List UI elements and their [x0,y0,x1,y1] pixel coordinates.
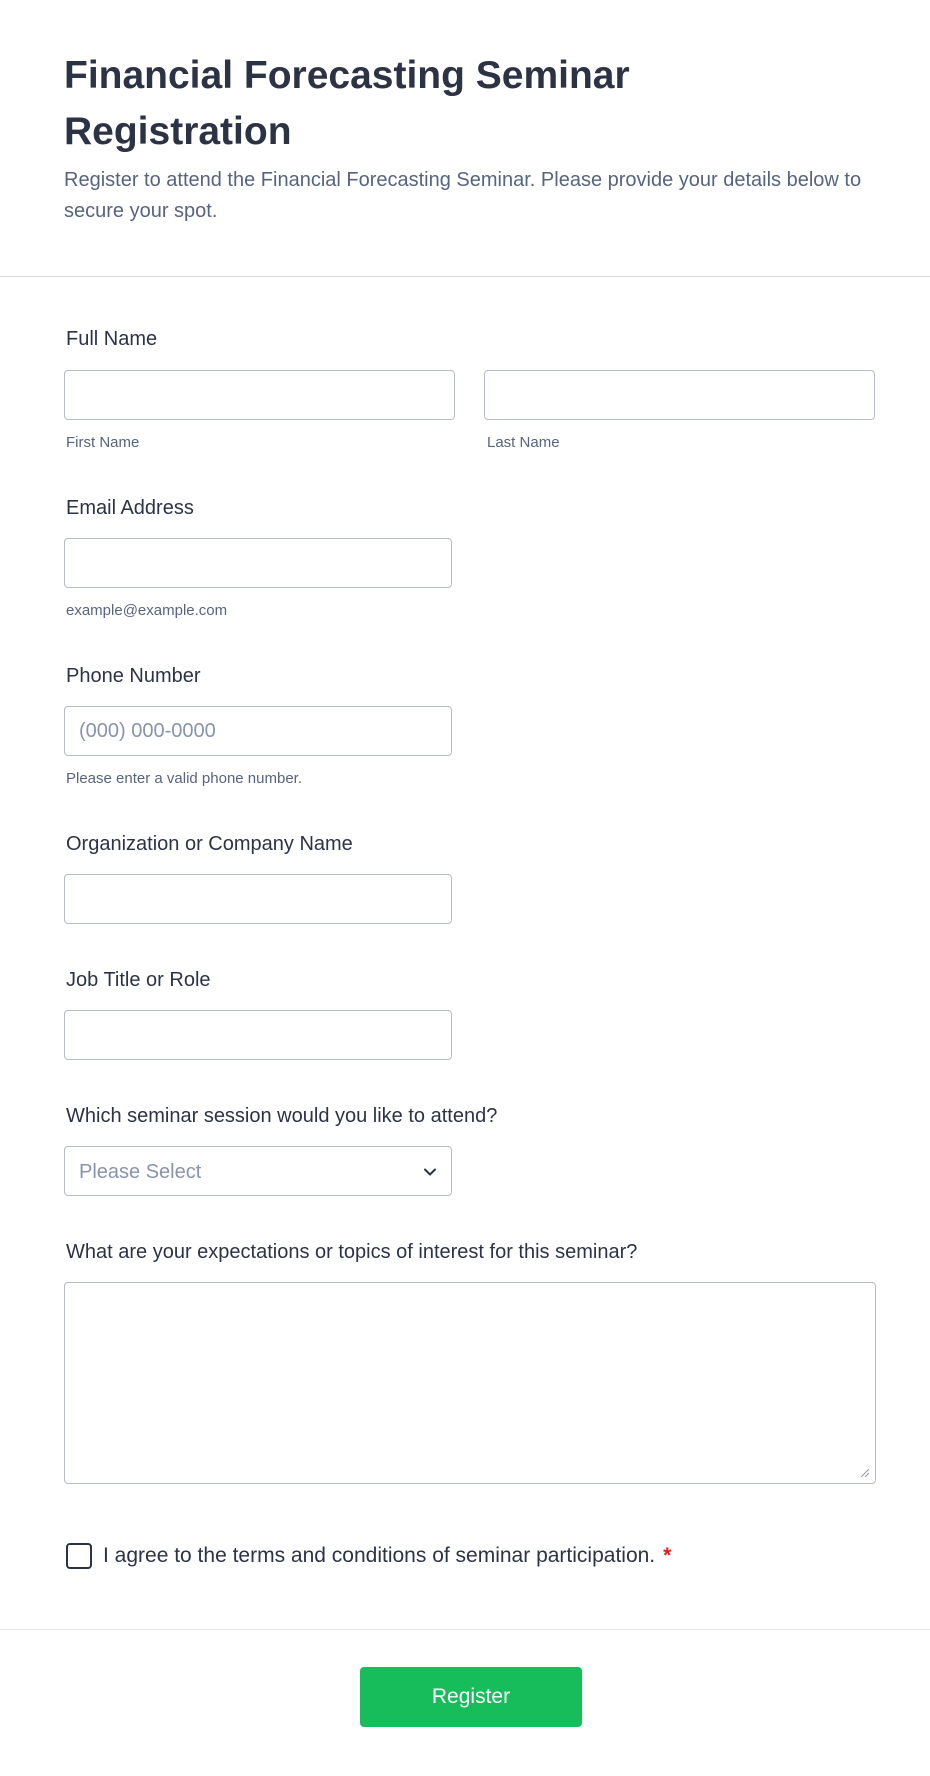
required-asterisk: * [663,1544,672,1567]
expectations-label: What are your expectations or topics of interest for this seminar? [66,1241,638,1263]
email-sublabel: example@example.com [66,602,228,619]
organization-label: Organization or Company Name [66,833,353,855]
terms-label-text: I agree to the terms and conditions of seminar participation. [103,1544,656,1567]
full-name-label: Full Name [66,328,158,350]
last-name-input[interactable] [484,370,875,420]
terms-label[interactable] [103,1543,671,1569]
terms-checkbox[interactable] [66,1543,92,1569]
page-title: Financial Forecasting Seminar Registration [64,54,630,153]
form-header [0,0,930,277]
expectations-textarea[interactable] [64,1282,876,1484]
email-label: Email Address [66,497,194,519]
phone-input[interactable] [64,706,452,756]
organization-input[interactable] [64,874,452,924]
phone-sublabel: Please enter a valid phone number. [66,770,302,787]
resize-grip-icon[interactable] [858,1466,870,1478]
session-select-value: Please Select [79,1161,202,1183]
session-select[interactable] [64,1146,452,1196]
first-name-sublabel: First Name [66,434,140,451]
job-title-input[interactable] [64,1010,452,1060]
footer-divider [0,1629,930,1630]
register-button[interactable]: Register [360,1667,582,1727]
first-name-input[interactable] [64,370,455,420]
chevron-down-icon [421,1163,439,1181]
session-label: Which seminar session would you like to attend? [66,1105,498,1127]
email-input[interactable] [64,538,452,588]
job-title-label: Job Title or Role [66,969,211,991]
last-name-sublabel: Last Name [487,434,560,451]
phone-label: Phone Number [66,665,201,687]
page-subtitle: Register to attend the Financial Forecasting Seminar. Please provide your details below to secure your spot. [64,169,862,222]
